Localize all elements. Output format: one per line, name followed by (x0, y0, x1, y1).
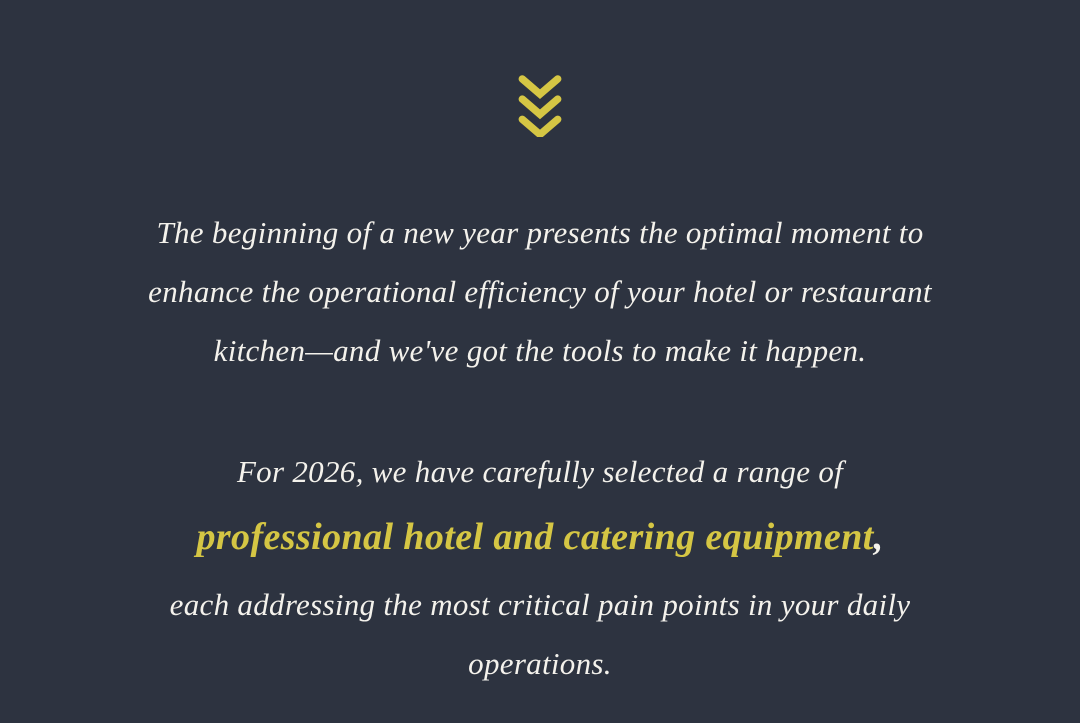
highlight-text: professional hotel and catering equipment (196, 516, 874, 558)
intro-paragraph (90, 203, 990, 380)
highlight-line (90, 501, 990, 575)
triple-chevron-down-icon (517, 74, 563, 137)
selection-paragraph (90, 442, 990, 693)
scroll-down-indicator (517, 74, 563, 137)
body-line: For 2026, we have carefully selected a range of (236, 454, 844, 489)
body-line: operations. (468, 646, 612, 681)
body-line: kitchen—and we've got the tools to make it happen. (213, 333, 867, 368)
body-line: each addressing the most critical pain points in your daily (169, 587, 911, 622)
body-line: enhance the operational efficiency of your hotel or restaurant (148, 274, 932, 309)
body-line: The beginning of a new year presents the optimal moment to (156, 215, 924, 250)
highlight-suffix: , (873, 516, 884, 558)
